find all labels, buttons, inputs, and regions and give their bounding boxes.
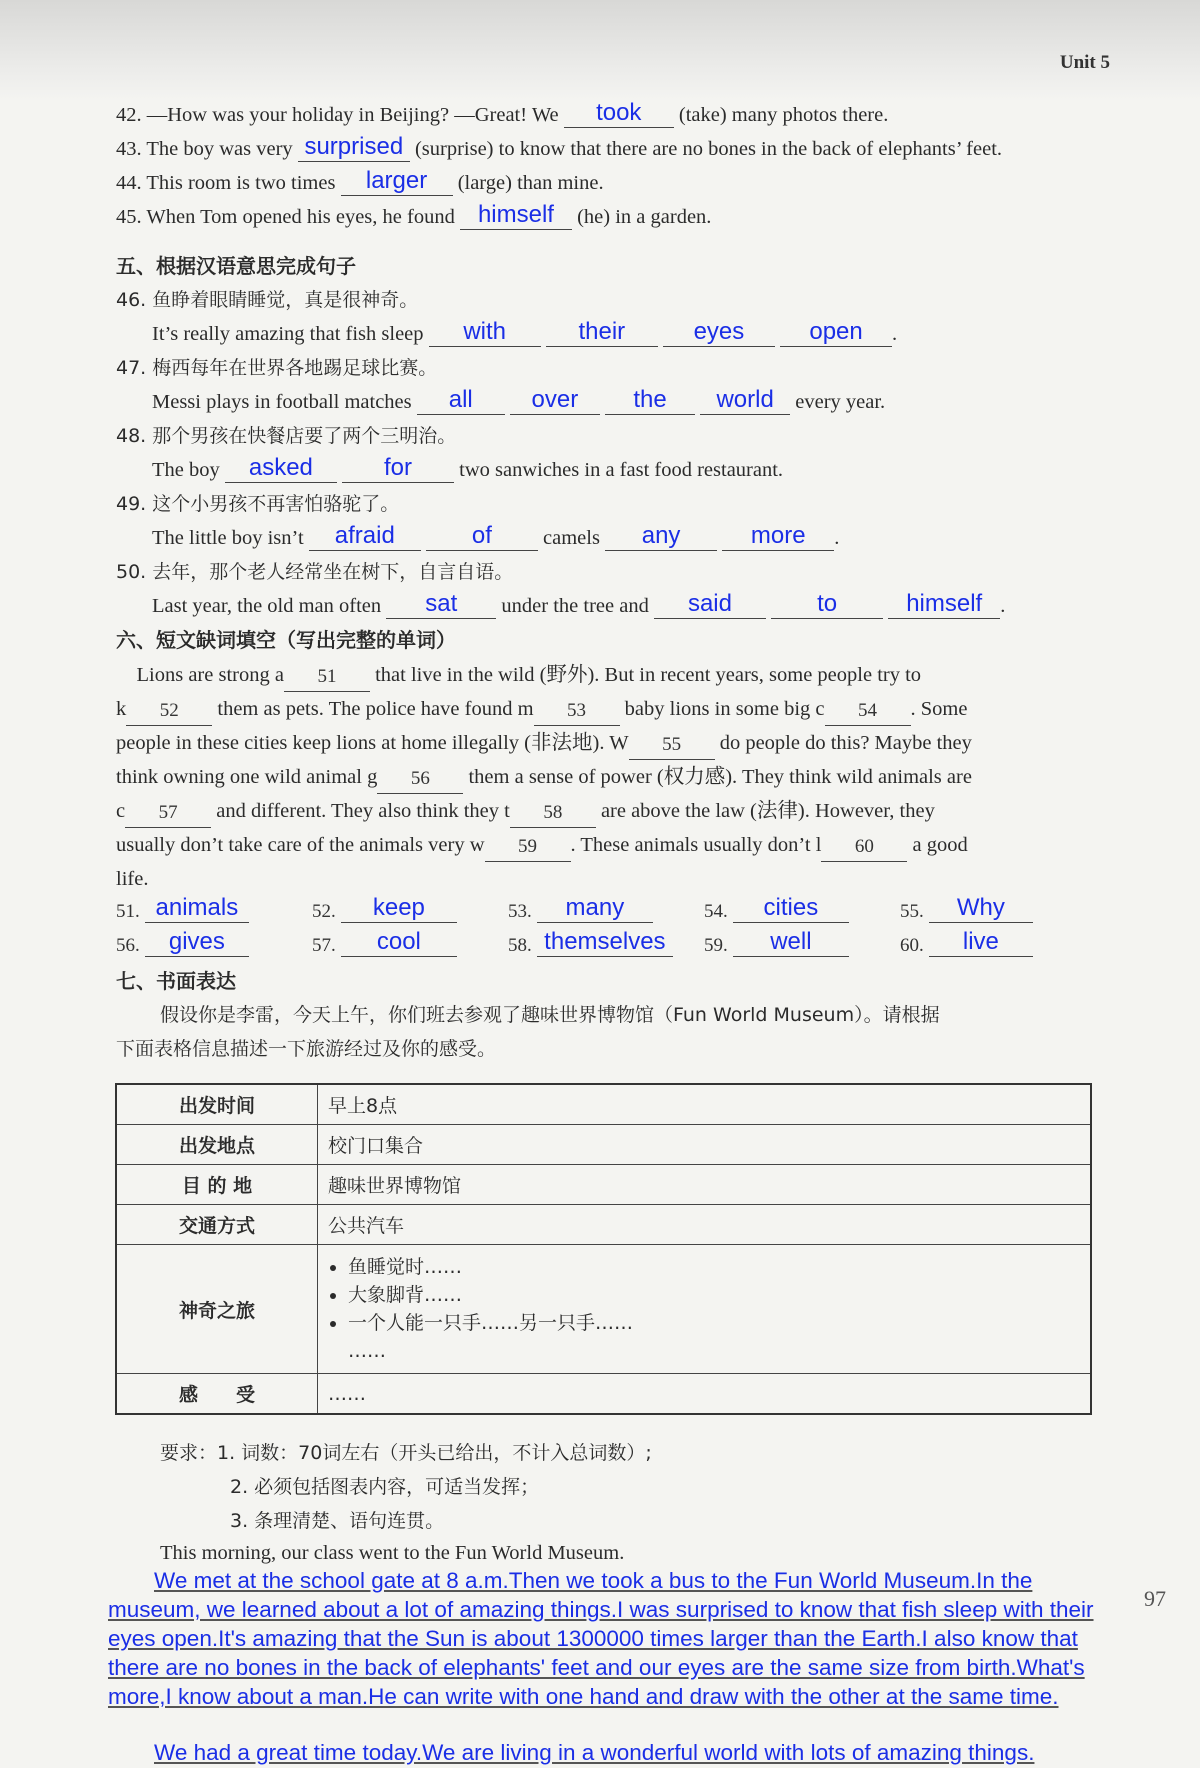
- answer-blank[interactable]: over: [510, 390, 600, 415]
- answer-blank[interactable]: animals: [145, 898, 249, 923]
- answer-blank[interactable]: cities: [733, 898, 849, 923]
- answer-blank[interactable]: surprised: [298, 137, 410, 162]
- question-43: 43. The boy was very surprised (surprise) to know that there are no bones in the back of elephants’ feet.: [116, 133, 1003, 160]
- unit-label: Unit 5: [1059, 52, 1110, 73]
- question-44: 44. This room is two times larger (large) than mine.: [116, 167, 604, 194]
- q47-english: Messi plays in football matches all over the world every year.: [152, 386, 886, 413]
- answer-blank[interactable]: himself: [460, 205, 572, 230]
- table-row: 出发地点 校门口集合: [116, 1125, 1091, 1165]
- essay-paragraph-1: We met at the school gate at 8 a.m.Then we took a bus to the Fun World Museum.In the museum, we learned about a lot of amazing things.I was surprised to know that fish sleep with their eyes open.It's amazing that the Sun is about 1300000 times larger than the Earth.I also know that there are no bones in the back of elephants' feet and our eyes are the same size from birth.What's more,I know about a man.He can write with one hand and draw with the other at the same time.: [108, 1568, 1094, 1709]
- cloze-blank: 51: [284, 667, 370, 692]
- list-item: • 鱼睡觉时……: [348, 1253, 1080, 1281]
- requirement-1: 要求：1. 词数：70词左右（开头已给出，不计入总词数）;: [160, 1442, 652, 1464]
- answer-blank[interactable]: sat: [386, 594, 496, 619]
- list-item: • 大象脚背……: [348, 1281, 1080, 1309]
- answer-blank[interactable]: larger: [341, 171, 453, 196]
- answer-blank[interactable]: keep: [341, 898, 457, 923]
- answer-blank[interactable]: asked: [225, 458, 337, 483]
- answer-blank[interactable]: took: [564, 103, 674, 128]
- writing-intro-1: 假设你是李雷，今天上午，你们班去参观了趣味世界博物馆（Fun World Museum）。请根据: [160, 1004, 940, 1026]
- answer-blank[interactable]: with: [429, 322, 541, 347]
- section-7-title: 七、书面表达: [116, 969, 236, 993]
- cloze-blank: 57: [125, 803, 211, 828]
- table-row: 交通方式 公共汽车: [116, 1205, 1091, 1245]
- answer-blank[interactable]: afraid: [309, 526, 421, 551]
- q50-english: Last year, the old man often sat under the tree and said to himself .: [152, 590, 1006, 617]
- writing-intro-2: 下面表格信息描述一下旅游经过及你的感受。: [116, 1038, 497, 1060]
- cloze-blank: 52: [126, 701, 212, 726]
- answers-row-1: 51. animals 52. keep 53. many 54. cities 55. Why: [116, 898, 1050, 923]
- table-row: 目 的 地 趣味世界博物馆: [116, 1165, 1091, 1205]
- answer-blank[interactable]: more: [722, 526, 834, 551]
- q48-chinese: 48. 那个男孩在快餐店要了两个三明治。: [116, 425, 457, 447]
- answer-blank[interactable]: world: [700, 390, 790, 415]
- cloze-blank: 53: [534, 701, 620, 726]
- q50-chinese: 50. 去年，那个老人经常坐在树下，自言自语。: [116, 561, 514, 583]
- requirement-2: 2. 必须包括图表内容，可适当发挥；: [230, 1476, 540, 1498]
- essay-opening: This morning, our class went to the Fun World Museum.: [160, 1542, 625, 1564]
- page-shadow: [0, 0, 1200, 100]
- q47-chinese: 47. 梅西每年在世界各地踢足球比赛。: [116, 357, 438, 379]
- section-6-title: 六、短文缺词填空（写出完整的单词）: [116, 628, 456, 652]
- answer-blank[interactable]: cool: [341, 932, 457, 957]
- cloze-blank: 54: [825, 701, 911, 726]
- list-item: ……: [348, 1340, 386, 1362]
- q46-chinese: 46. 鱼睁着眼睛睡觉，真是很神奇。: [116, 289, 419, 311]
- essay-paragraph-2: We had a great time today.We are living in a wonderful world with lots of amazing things.: [154, 1740, 1035, 1765]
- answer-blank[interactable]: all: [417, 390, 505, 415]
- q49-chinese: 49. 这个小男孩不再害怕骆驼了。: [116, 493, 400, 515]
- cloze-passage: Lions are strong a 51 that live in the wild (野外). But in recent years, some people try to k 52 them as pets. The police have found m 53 baby lions in some big c 54 . Some people in these cities keep lions at home illegally (非法地). W 55 do people do this? Maybe they think owning one wild animal g 56 them a sense of power (权力感). They think wild animals are c 57 and different. They also think they t 58 are above the law (法律). However, they usually don’t take care of the animals very w 59 . These animals usually don’t l 60 a good life.: [116, 664, 972, 890]
- answer-blank[interactable]: live: [929, 932, 1033, 957]
- info-table: [115, 1083, 1092, 1415]
- answer-blank[interactable]: eyes: [663, 322, 775, 347]
- cloze-blank: 56: [377, 769, 463, 794]
- table-row: 出发时间 早上8点: [116, 1084, 1091, 1125]
- answer-blank[interactable]: himself: [888, 594, 1000, 619]
- cloze-blank: 58: [510, 803, 596, 828]
- answer-blank[interactable]: said: [654, 594, 766, 619]
- question-45: 45. When Tom opened his eyes, he found himself (he) in a garden.: [116, 201, 712, 228]
- question-42: 42. —How was your holiday in Beijing? —Great! We took (take) many photos there.: [116, 99, 889, 126]
- answer-blank[interactable]: gives: [145, 932, 249, 957]
- answer-blank[interactable]: their: [546, 322, 658, 347]
- section-5-title: 五、根据汉语意思完成句子: [116, 254, 356, 278]
- table-row: 神奇之旅 • 鱼睡觉时…… • 大象脚背…… • 一个人能一只手……另一只手…… ……: [116, 1245, 1091, 1374]
- answer-blank[interactable]: well: [733, 932, 849, 957]
- answer-blank[interactable]: Why: [929, 898, 1033, 923]
- page-number: 97: [1144, 1586, 1166, 1611]
- answers-row-2: 56. gives 57. cool 58. themselves 59. well 60. live: [116, 932, 1050, 957]
- table-row: 感 受 ……: [116, 1374, 1091, 1415]
- answer-blank[interactable]: the: [605, 390, 695, 415]
- cloze-blank: 55: [629, 735, 715, 760]
- answer-blank[interactable]: themselves: [537, 932, 673, 957]
- list-item: • 一个人能一只手……另一只手……: [348, 1309, 1080, 1337]
- answer-blank[interactable]: many: [537, 898, 653, 923]
- answer-blank[interactable]: of: [426, 526, 538, 551]
- q48-english: The boy asked for two sanwiches in a fast food restaurant.: [152, 454, 784, 481]
- q49-english: The little boy isn’t afraid of camels any more .: [152, 522, 840, 549]
- cloze-blank: 60: [821, 837, 907, 862]
- requirement-3: 3. 条理清楚、语句连贯。: [230, 1510, 445, 1532]
- answer-blank[interactable]: any: [605, 526, 717, 551]
- answer-blank[interactable]: for: [342, 458, 454, 483]
- answer-blank[interactable]: to: [771, 594, 883, 619]
- cloze-blank: 59: [485, 837, 571, 862]
- trip-list: [328, 1253, 1080, 1365]
- q46-english: It’s really amazing that fish sleep with their eyes open .: [152, 318, 898, 345]
- answer-blank[interactable]: open: [780, 322, 892, 347]
